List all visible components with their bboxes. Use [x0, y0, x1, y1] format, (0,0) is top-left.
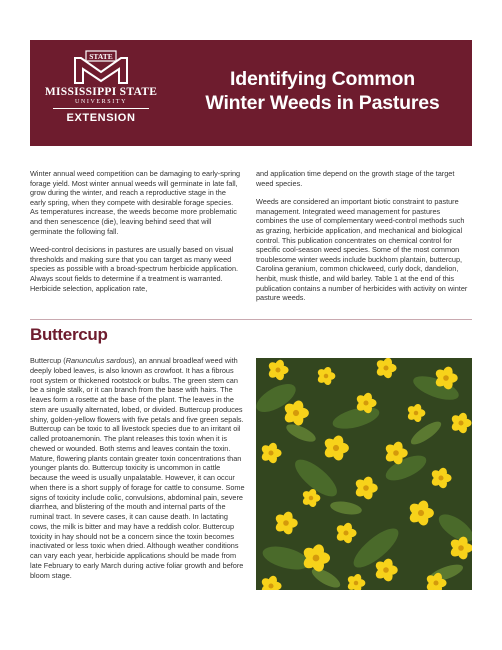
- buttercup-photo: [256, 358, 472, 590]
- section-divider: [30, 319, 472, 320]
- intro-left-column: [30, 169, 242, 302]
- msu-m-emblem-icon: [72, 50, 130, 84]
- intro-paragraph-3: and application time depend on the growth stage of the target weed species.: [256, 169, 455, 188]
- buttercup-paragraph: [30, 356, 248, 580]
- header-banner: [30, 40, 472, 146]
- intro-paragraph-2: Weed-control decisions in pastures are usually based on visual thresholds and making sure that you can target as many weed species as possible with a broad-spectrum herbicide application. Always scout fields to determine if a treatment is warranted. Herbicide selection, application rate,: [30, 245, 239, 293]
- logo-line-3: EXTENSION: [66, 112, 136, 124]
- logo-rule: [53, 108, 149, 109]
- section-heading-buttercup: Buttercup: [30, 325, 108, 344]
- buttercup-latin-name: Ranunculus sardous: [65, 356, 133, 365]
- intro-paragraph-4: Weeds are considered an important biotic constraint to pasture management. Integrated weed management for pastures combines the use of complementary weed-control methods such as grazing, herbicide application, and mechanical and biological control. This publication concentrates on chemical control for specific cool-season weed species. Some of the most common troublesome winter weeds include buckhorn plantain, buttercup, Carolina geranium, common chickweed, curly dock, dandelion, henbit, musk thistle, and wild barley. Table 1 at the end of this publication contains a number of herbicides with activity on winter pasture weeds.: [256, 197, 468, 303]
- msu-extension-logo: [42, 50, 160, 138]
- buttercup-lead: Buttercup (: [30, 356, 66, 365]
- buttercup-text: ), an annual broadleaf weed with deeply lobed leaves, is also known as crowfoot. It has a fibrous root system or thickened rootstock or bulbs. The green stem can be a single stalk, or it can branch from the base with hairs. The leaves form a rosette at the base of the plant. The leaves in the stem are usually alternated, lobed, or divided. Buttercup produces shiny, golden-yellow flowers with five petals and five green sepals. Buttercup can be toxic to all livestock species due to an irritant oil called protoanemonin. The plant releases this toxin when it is chewed or wounded. Both stems and leaves contain the toxin. Mature, flowering plants contain greater toxin concentrations than younger plants do. Buttercup toxicity is uncommon in cattle because the weed is usually unpalatable. However, it can occur when there is a short supply of forage for cattle to consume. Some signs of toxicity include colic, convulsions, abdominal pain, severe diarrhea, and blistering of the mouth and internal parts of the ruminal tract. In severe cases, it can cause death. In lactating cows, the milk is bitter and may have a reddish color. Buttercup toxicity in hay should not be a concern since the toxin becomes inactivated or less toxic when dried. Although weather conditions can vary each year, herbicide applications should be made from late February to early March during active foliar growth and before bloom stage.: [30, 356, 245, 580]
- logo-badge-text: STATE: [89, 52, 113, 61]
- page-title-line-2: Winter Weeds in Pastures: [205, 92, 440, 114]
- page-title-line-1: Identifying Common: [230, 68, 415, 90]
- page-title: [180, 67, 465, 115]
- logo-line-2: UNIVERSITY: [75, 99, 127, 105]
- logo-line-1: MISSISSIPPI STATE: [44, 86, 158, 98]
- intro-right-column: [256, 169, 472, 312]
- buttercup-flowers-image: [256, 358, 472, 590]
- buttercup-body: [30, 356, 248, 589]
- intro-paragraph-1: Winter annual weed competition can be damaging to early-spring forage yield. Most winter annual weeds will germinate in late fall, grow during the winter, and reach a reproductive stage in the early spring, when they compete with desirable forage species. As temperatures increase, the weeds become more problematic and then senescence (die), leaving behind seed that will germinate the following fall.: [30, 169, 241, 236]
